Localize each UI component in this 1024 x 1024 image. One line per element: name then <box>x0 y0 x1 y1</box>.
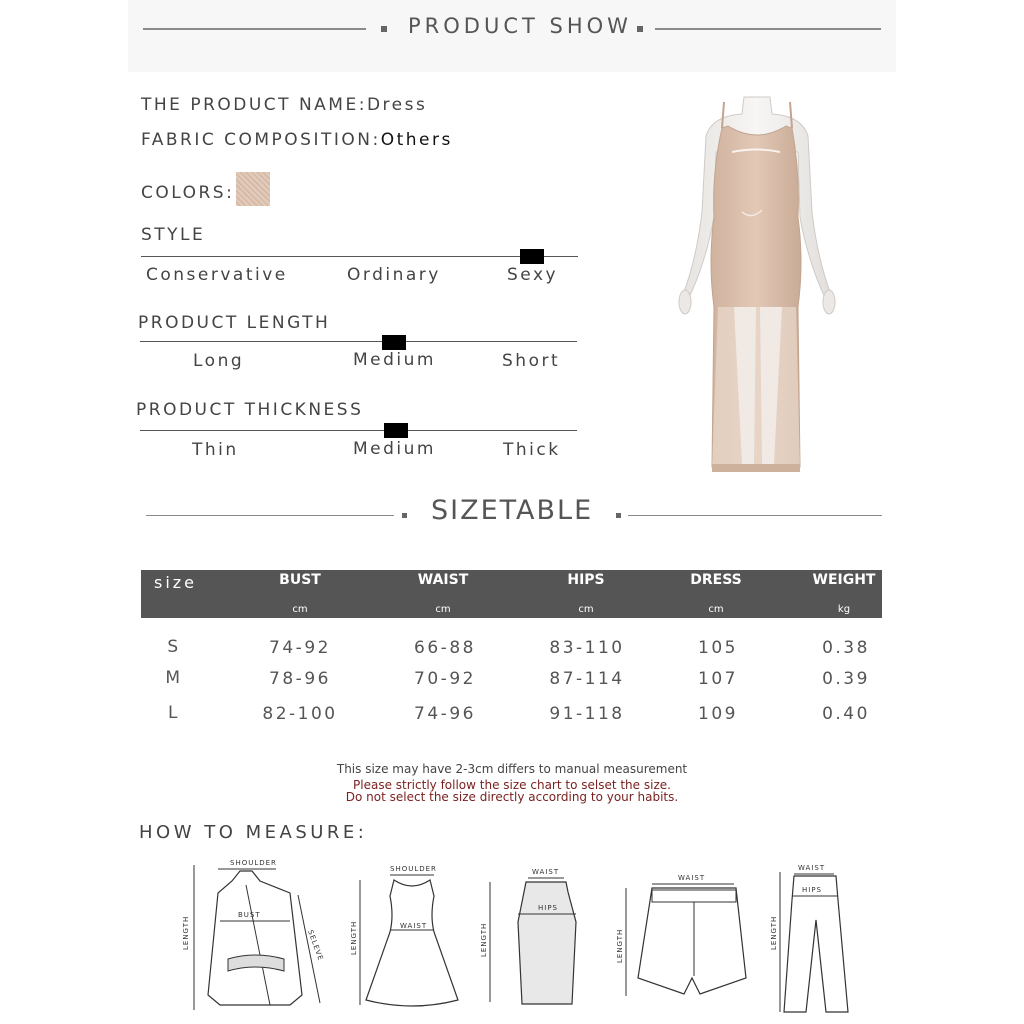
size-chart-warning: Please strictly follow the size chart to selset the size. <box>353 778 671 792</box>
row-s-size: S <box>167 637 181 657</box>
header-rule-left <box>143 28 366 30</box>
skirt-length-label: LENGTH <box>480 922 488 957</box>
jacket-shoulder-label: SHOULDER <box>230 859 277 867</box>
style-option-ordinary: Ordinary <box>347 265 441 285</box>
fabric-value: Others <box>380 130 453 150</box>
thickness-label: PRODUCT THICKNESS <box>136 400 364 420</box>
colors-label: COLORS: <box>141 183 235 203</box>
pants-hips-label: HIPS <box>802 886 822 894</box>
row-s-waist: 66-88 <box>414 638 476 658</box>
pants-length-label: LENGTH <box>770 915 778 950</box>
length-option-medium: Medium <box>353 350 436 370</box>
size-column-header: size <box>154 573 198 592</box>
row-l-size: L <box>168 703 180 723</box>
style-label: STYLE <box>141 225 206 245</box>
shorts-waist-label: WAIST <box>678 874 706 882</box>
row-l-weight: 0.40 <box>822 704 870 724</box>
length-marker <box>382 335 406 350</box>
sizetable-rule-left <box>146 515 394 516</box>
header-rule-right <box>655 28 881 30</box>
product-name-row <box>141 95 427 115</box>
length-label: PRODUCT LENGTH <box>138 313 331 333</box>
product-name-label: THE PRODUCT NAME: <box>141 95 367 115</box>
weight-unit: kg <box>837 604 851 615</box>
jacket-measure-diagram <box>180 855 330 1015</box>
weight-column-header: WEIGHT <box>812 572 876 588</box>
bust-column-header: BUST <box>279 572 321 588</box>
dress-length-label: LENGTH <box>350 920 358 955</box>
length-option-short: Short <box>502 351 561 371</box>
row-l-dress: 109 <box>698 704 738 724</box>
product-image <box>672 92 842 477</box>
row-s-bust: 74-92 <box>269 638 331 658</box>
style-scale-line <box>141 256 578 257</box>
jacket-sleeve-label: SELEVE <box>306 928 325 963</box>
skirt-hips-label: HIPS <box>538 904 558 912</box>
hips-column-header: HIPS <box>567 572 605 588</box>
row-s-dress: 105 <box>698 638 738 658</box>
shorts-measure-diagram <box>612 868 762 1008</box>
skirt-waist-label: WAIST <box>532 868 560 876</box>
waist-column-header: WAIST <box>417 572 469 588</box>
header-dot-left <box>381 26 387 32</box>
waist-unit: cm <box>435 604 451 615</box>
sizetable-dot-right <box>616 513 621 518</box>
dress-measure-diagram <box>350 860 475 1015</box>
sizetable-rule-right <box>628 515 882 516</box>
dress-unit: cm <box>708 604 724 615</box>
habit-warning: Do not select the size directly according to your habits. <box>345 790 679 804</box>
thickness-option-medium: Medium <box>353 439 436 459</box>
row-s-hips: 83-110 <box>549 638 625 658</box>
length-scale-line <box>140 341 577 342</box>
how-to-measure-title: HOW TO MEASURE: <box>139 822 368 843</box>
row-m-waist: 70-92 <box>414 669 476 689</box>
hips-unit: cm <box>578 604 594 615</box>
row-m-weight: 0.39 <box>822 669 870 689</box>
bust-unit: cm <box>292 604 308 615</box>
sizetable-dot-left <box>402 513 407 518</box>
shorts-length-label: LENGTH <box>616 928 624 963</box>
sizetable-title: SIZETABLE <box>431 495 594 526</box>
thickness-scale-line <box>140 430 577 431</box>
length-option-long: Long <box>193 351 245 371</box>
pants-measure-diagram <box>766 860 876 1015</box>
row-l-hips: 91-118 <box>549 704 625 724</box>
style-option-conservative: Conservative <box>146 265 288 285</box>
header-dot-right <box>637 26 643 32</box>
row-m-dress: 107 <box>698 669 738 689</box>
jacket-length-label: LENGTH <box>182 915 190 950</box>
dress-column-header: DRESS <box>690 572 742 588</box>
dress-waist-label: WAIST <box>400 922 428 930</box>
color-swatch[interactable] <box>236 172 270 206</box>
measurement-note: This size may have 2-3cm differs to manual measurement <box>336 762 688 776</box>
thickness-option-thin: Thin <box>192 440 239 460</box>
style-marker <box>520 249 544 264</box>
row-l-waist: 74-96 <box>414 704 476 724</box>
product-show-title: PRODUCT SHOW <box>408 14 632 38</box>
row-m-bust: 78-96 <box>269 669 331 689</box>
jacket-bust-label: BUST <box>238 911 261 919</box>
style-option-sexy: Sexy <box>507 265 559 285</box>
product-name-value: Dress <box>366 95 428 115</box>
dress-shoulder-label: SHOULDER <box>390 865 437 873</box>
skirt-measure-diagram <box>480 862 590 1012</box>
row-s-weight: 0.38 <box>822 638 870 658</box>
fabric-label: FABRIC COMPOSITION: <box>141 130 381 150</box>
thickness-marker <box>384 423 408 438</box>
row-m-hips: 87-114 <box>549 669 625 689</box>
fabric-row <box>141 130 453 150</box>
pants-waist-label: WAIST <box>798 864 826 872</box>
row-m-size: M <box>165 668 183 688</box>
row-l-bust: 82-100 <box>262 704 338 724</box>
thickness-option-thick: Thick <box>503 440 561 460</box>
